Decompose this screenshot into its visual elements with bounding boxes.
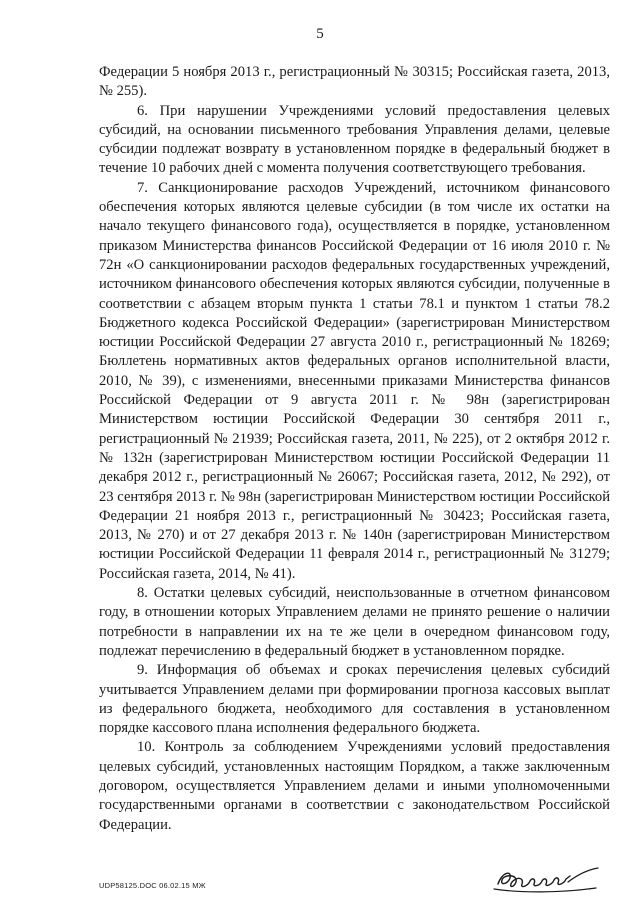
paragraph-item-6: 6. При нарушении Учреждениями условий предоставления целевых субсидий, на основании письменного требования Управления делами, целевые субсидии подлежат возврату в установленном порядке в федеральный бюджет в течение 10 рабочих дней с момента получения соответствующего требования.	[99, 102, 610, 177]
paragraph-item-9: 9. Информация об объемах и сроках перечисления целевых субсидий учитывается Управлением делами при формировании прогноза кассовых выплат из федерального бюджета, необходимого для составления в установленном порядке кассового плана исполнения федерального бюджета.	[99, 662, 610, 737]
footer-file-code: UDP58125.DOC 06.02.15 МЖ	[99, 881, 206, 890]
paragraph-continuation: Федерации 5 ноября 2013 г., регистрационный № 30315; Российская газета, 2013, № 255).	[99, 64, 610, 100]
page-number: 5	[316, 26, 324, 42]
handwritten-signature	[490, 862, 608, 898]
paragraph-item-8: 8. Остатки целевых субсидий, неиспользованные в отчетном финансовом году, в отношении которых Управлением делами не принято решение о наличии потребности в направлении их на те же цели в очередном финансовом году, подлежат перечислению в федеральный бюджет в установленном порядке.	[99, 585, 610, 659]
paragraph-item-10: 10. Контроль за соблюдением Учреждениями условий предоставления целевых субсидий, установленных настоящим Порядком, а также заключенным договором, осуществляется Управлением делами и иными уполномоченными государственными органами в соответствии с законодательством Российской Федерации.	[99, 739, 610, 833]
document-body	[99, 63, 610, 835]
paragraph-item-7: 7. Санкционирование расходов Учреждений, источником финансового обеспечения которых являются целевые субсидии (в том числе их остатки на начало текущего финансового года), осуществляется в порядке, установленном приказом Министерства финансов Российской Федерации от 16 июля 2010 г. № 72н «О санкционировании расходов федеральных государственных учреждений, источником финансового обеспечения которых являются субсидии, полученные в соответствии с абзацем вторым пункта 1 статьи 78.1 и пунктом 1 статьи 78.2 Бюджетного кодекса Российской Федерации» (зарегистрирован Министерством юстиции Российской Федерации 27 августа 2010 г., регистрационный № 18269; Бюллетень нормативных актов федеральных органов исполнительной власти, 2010, № 39), с изменениями, внесенными приказами Министерства финансов Российской Федерации от 9 августа 2011 г. № 98н (зарегистрирован Министерством юстиции Российской Федерации 30 сентября 2011 г., регистрационный № 21939; Российская газета, 2011, № 225), от 2 октября 2012 г. № 132н (зарегистрирован Министерством юстиции Российской Федерации 11 декабря 2012 г., регистрационный № 26067; Российская газета, 2012, № 292), от 23 сентября 2013 г. № 98н (зарегистрирован Министерством юстиции Российской Федерации 21 ноября 2013 г., регистрационный № 30423; Российская газета, 2013, № 270) и от 27 декабря 2013 г. № 140н (зарегистрирован Министерством юстиции Российской Федерации 11 февраля 2014 г., регистрационный № 31279; Российская газета, 2014, № 41).	[99, 179, 610, 582]
